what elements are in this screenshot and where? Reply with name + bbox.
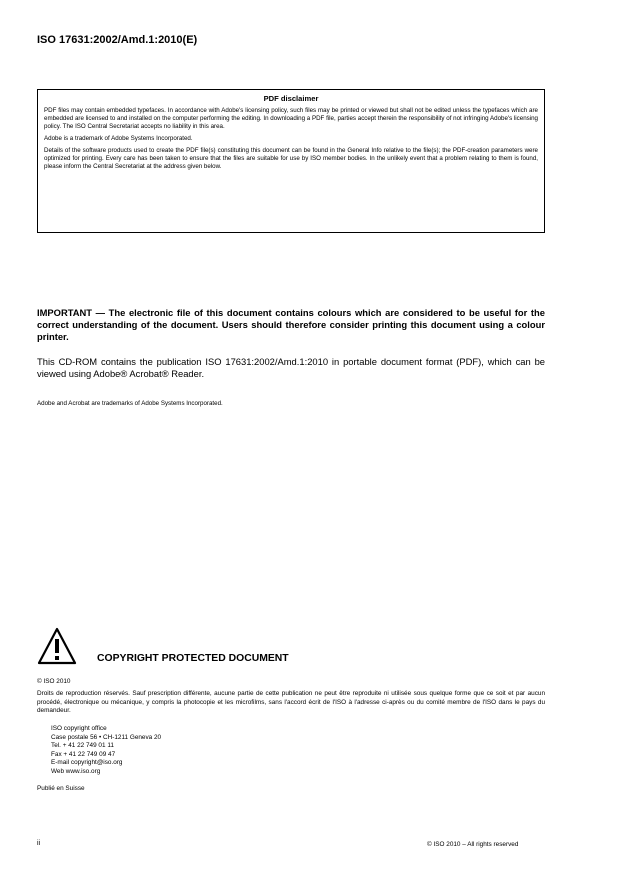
page-number: ii bbox=[37, 840, 41, 847]
published-in: Publié en Suisse bbox=[37, 785, 85, 792]
pdf-disclaimer-box bbox=[37, 89, 545, 233]
important-notice: IMPORTANT — The electronic file of this document contains colours which are considered to be useful for the correct understanding of the document. Users should therefore consider printing this document using a colour printer. bbox=[37, 307, 545, 342]
address-line: ISO copyright office bbox=[51, 725, 107, 732]
warning-triangle-icon bbox=[37, 627, 77, 665]
copyright-office-address bbox=[51, 725, 161, 776]
copyright-title: COPYRIGHT PROTECTED DOCUMENT bbox=[97, 653, 289, 664]
reproduction-rights: Droits de reproduction réservés. Sauf prescription différente, aucune partie de cette publication ne peut être reproduite ni utilisée sous quelque forme que ce soit et par aucun procédé, électronique ou mécanique, y compris la photocopie et les microfilms, sans l'accord écrit de l'ISO à l'adresse ci-après ou du comité membre de l'ISO dans le pays du demandeur. bbox=[37, 690, 545, 714]
trademarks-notice: Adobe and Acrobat are trademarks of Adobe Systems Incorporated. bbox=[37, 400, 223, 407]
footer-copyright: © ISO 2010 – All rights reserved bbox=[427, 841, 519, 848]
address-line: E-mail copyright@iso.org bbox=[51, 759, 123, 766]
address-line: Case postale 56 • CH-1211 Geneva 20 bbox=[51, 733, 162, 741]
address-line: Web www.iso.org bbox=[51, 767, 101, 775]
disclaimer-title: PDF disclaimer bbox=[263, 94, 319, 103]
document-id: ISO 17631:2002/Amd.1:2010(E) bbox=[37, 34, 198, 46]
disclaimer-paragraph: Details of the software products used to create the PDF file(s) constituting this document can be found in the General Info relative to the file(s); the PDF-creation parameters were optimized for printing. Every care has been taken to ensure that the files are suitable for use by ISO member bodies. In the unlikely event that a problem relating to them is found, please inform the Central Secretariat at the address given below. bbox=[44, 147, 538, 170]
disclaimer-paragraph: Adobe is a trademark of Adobe Systems Incorporated. bbox=[44, 135, 193, 142]
disclaimer-paragraph: PDF files may contain embedded typefaces. In accordance with Adobe's licensing policy, such files may be printed or viewed but shall not be edited unless the typefaces which are embedded are licensed to and installed on the computer performing the editing. In downloading a PDF file, parties accept therein the responsibility of not infringing Adobe's licensing policy. The ISO Central Secretariat accepts no liability in this area. bbox=[44, 107, 538, 130]
address-line: Fax + 41 22 749 09 47 bbox=[51, 750, 116, 758]
cdrom-notice: This CD-ROM contains the publication ISO 17631:2002/Amd.1:2010 in portable document format (PDF), which can be viewed using Adobe® Acrobat® Reader. bbox=[37, 356, 545, 379]
copyright-year: © ISO 2010 bbox=[37, 678, 71, 685]
address-line: Tel. + 41 22 749 01 11 bbox=[51, 742, 114, 749]
